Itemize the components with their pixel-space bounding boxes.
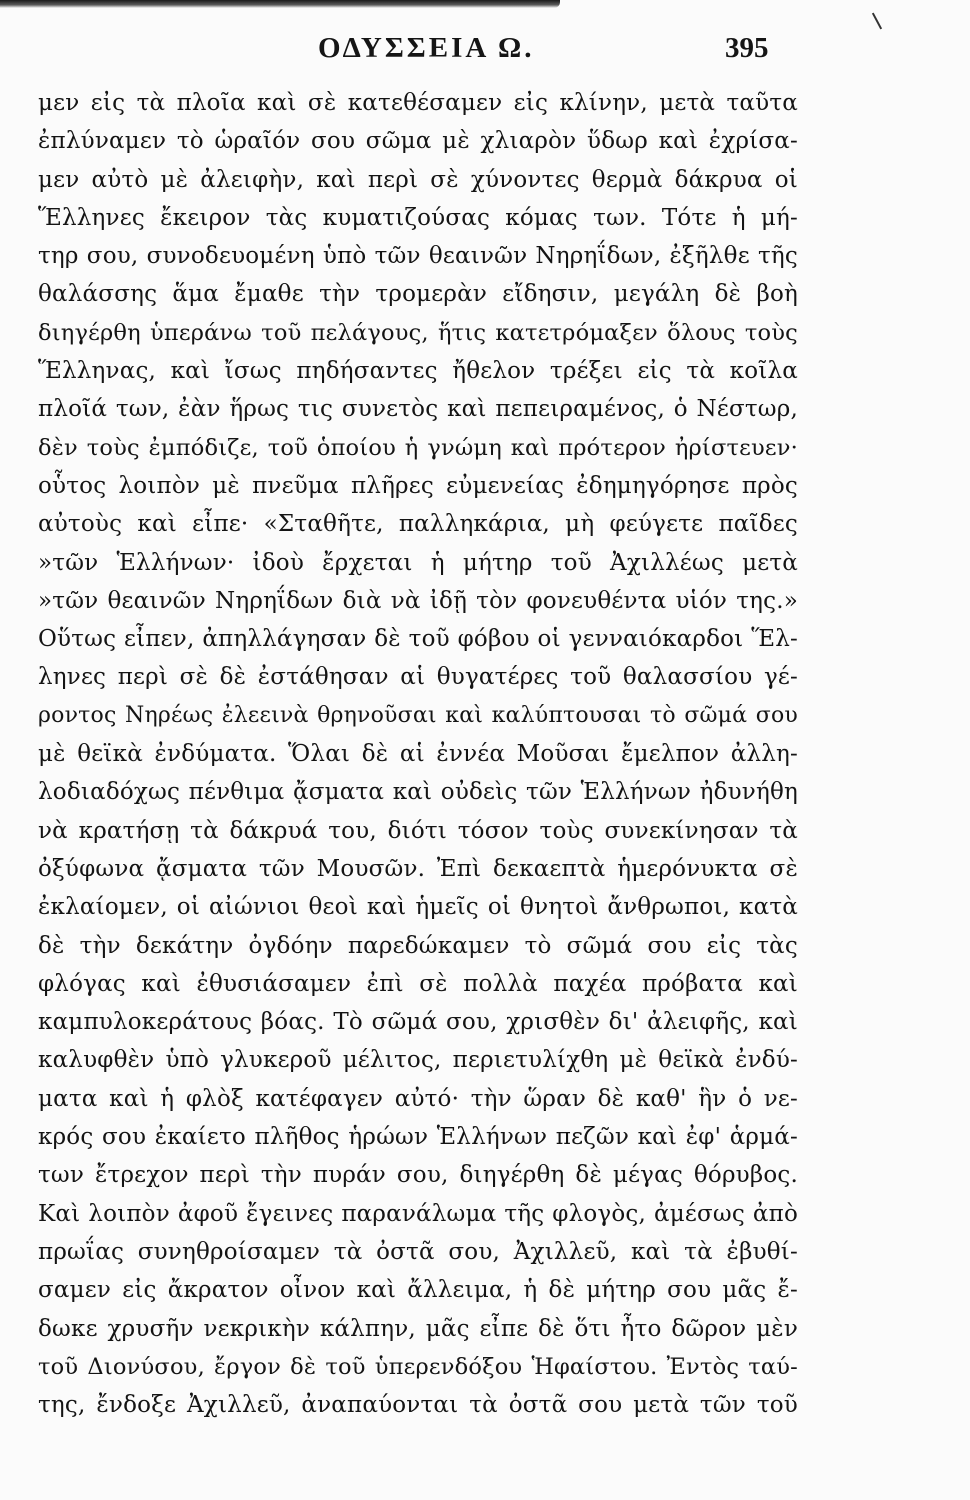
text-line: Ἕλληνας, καὶ ἴσως πηδήσαντες ἤθελον τρέξει εἰς τὰ κοῖλα bbox=[38, 358, 798, 385]
page-top-edge-shadow bbox=[0, 0, 560, 8]
text-line: καλυφθὲν ὑπὸ γλυκεροῦ μέλιτος, περιετυλίχθη μὲ θεϊκὰ ἐνδύ- bbox=[38, 1047, 798, 1074]
text-line: της, ἔνδοξε Ἀχιλλεῦ, ἀναπαύονται τὰ ὀστᾶ σου μετὰ τῶν τοῦ bbox=[38, 1392, 798, 1419]
text-line: ἐκλαίομεν, οἱ αἰώνιοι θεοὶ καὶ ἡμεῖς οἱ θνητοὶ ἄνθρωποι, κατὰ bbox=[38, 894, 798, 921]
text-line: δωκε χρυσῆν νεκρικὴν κάλπην, μᾶς εἶπε δὲ ὅτι ἦτο δῶρον μὲν bbox=[38, 1315, 798, 1342]
text-line: »τῶν θεαινῶν Νηρηΐδων διὰ νὰ ἰδῇ τὸν φονευθέντα υἱόν της.» bbox=[38, 587, 798, 614]
text-line: θαλάσσης ἅμα ἔμαθε τὴν τρομερὰν εἴδησιν, μεγάλη δὲ βοὴ bbox=[38, 281, 798, 308]
text-line: οὗτος λοιπὸν μὲ πνεῦμα πλῆρες εὐμενείας ἐδημηγόρησε πρὸς bbox=[38, 472, 798, 499]
text-line: Καὶ λοιπὸν ἀφοῦ ἔγεινες παρανάλωμα τῆς φλογὸς, ἀμέσως ἀπὸ bbox=[38, 1200, 798, 1227]
text-line: καμπυλοκεράτους βόας. Τὸ σῶμά σου, χρισθὲν δι' ἀλειφῆς, καὶ bbox=[38, 1009, 798, 1036]
text-line: μεν αὐτὸ μὲ ἀλειφὴν, καὶ περὶ σὲ χύνοντες θερμὰ δάκρυα οἱ bbox=[38, 166, 798, 193]
text-line: Οὕτως εἶπεν, ἀπηλλάγησαν δὲ τοῦ φόβου οἱ γενναιόκαρδοι Ἕλ- bbox=[38, 626, 798, 653]
text-line: νὰ κρατήσῃ τὰ δάκρυά του, διότι τόσον τοὺς συνεκίνησαν τὰ bbox=[38, 817, 798, 844]
text-line: ὀξύφωνα ᾄσματα τῶν Μουσῶν. Ἐπὶ δεκαεπτὰ ἡμερόνυκτα σὲ bbox=[38, 855, 798, 882]
page-number: 395 bbox=[725, 32, 769, 64]
text-line: κρός σου ἐκαίετο πλῆθος ἡρώων Ἑλλήνων πεζῶν καὶ ἐφ' ἁρμά- bbox=[38, 1124, 798, 1151]
text-line: ἐπλύναμεν τὸ ὡραῖόν σου σῶμα μὲ χλιαρὸν ὕδωρ καὶ ἐχρίσα- bbox=[38, 128, 798, 155]
text-line: δὲν τοὺς ἐμπόδιζε, τοῦ ὁποίου ἡ γνώμη καὶ πρότερον ἠρίστευεν· bbox=[38, 434, 798, 461]
page-corner-mark bbox=[872, 13, 882, 30]
body-text bbox=[38, 84, 798, 1424]
text-line: των ἔτρεχον περὶ τὴν πυράν σου, διηγέρθη δὲ μέγας θόρυβος. bbox=[38, 1162, 798, 1189]
text-line: »τῶν Ἑλλήνων· ἰδοὺ ἔρχεται ἡ μήτηρ τοῦ Ἀχιλλέως μετὰ bbox=[38, 549, 798, 576]
text-line: πρωΐας συνηθροίσαμεν τὰ ὀστᾶ σου, Ἀχιλλεῦ, καὶ τὰ ἐβυθί- bbox=[38, 1238, 798, 1265]
text-line: αὐτοὺς καὶ εἶπε· «Σταθῆτε, παλληκάρια, μὴ φεύγετε παῖδες bbox=[38, 511, 798, 538]
text-line: πλοῖά των, ἐὰν ἥρως τις συνετὸς καὶ πεπειραμένος, ὁ Νέστωρ, bbox=[38, 396, 798, 423]
text-line: μεν εἰς τὰ πλοῖα καὶ σὲ κατεθέσαμεν εἰς κλίνην, μετὰ ταῦτα bbox=[38, 90, 798, 116]
text-line: τοῦ Διονύσου, ἔργον δὲ τοῦ ὑπερενδόξου Ἡφαίστου. Ἐντὸς ταύ- bbox=[38, 1353, 798, 1380]
text-line: ματα καὶ ἡ φλὸξ κατέφαγεν αὐτό· τὴν ὥραν δὲ καθ' ἣν ὁ νε- bbox=[38, 1085, 798, 1112]
running-title: ΟΔΥΣΣΕΙΑ Ω. bbox=[318, 32, 535, 64]
text-line: διηγέρθη ὑπεράνω τοῦ πελάγους, ἥτις κατετρόμαξεν ὅλους τοὺς bbox=[38, 319, 798, 346]
running-head bbox=[0, 30, 970, 66]
text-line: σαμεν εἰς ἄκρατον οἶνον καὶ ἄλλειμα, ἡ δὲ μήτηρ σου μᾶς ἔ- bbox=[38, 1277, 798, 1304]
text-line: Ἕλληνες ἔκειρον τὰς κυματιζούσας κόμας των. Τότε ἡ μή- bbox=[38, 204, 798, 231]
text-line: μὲ θεϊκὰ ἐνδύματα. Ὅλαι δὲ αἱ ἐννέα Μοῦσαι ἔμελπον ἀλλη- bbox=[38, 741, 798, 768]
text-line: φλόγας καὶ ἐθυσιάσαμεν ἐπὶ σὲ πολλὰ παχέα πρόβατα καὶ bbox=[38, 970, 798, 997]
text-line: ροντος Νηρέως ἐλεεινὰ θρηνοῦσαι καὶ καλύπτουσαι τὸ σῶμά σου bbox=[38, 702, 798, 728]
text-line: δὲ τὴν δεκάτην ὀγδόην παρεδώκαμεν τὸ σῶμά σου εἰς τὰς bbox=[38, 932, 798, 959]
text-line: ληνες περὶ σὲ δὲ ἐστάθησαν αἱ θυγατέρες τοῦ θαλασσίου γέ- bbox=[38, 664, 798, 691]
text-line: τηρ σου, συνοδευομένη ὑπὸ τῶν θεαινῶν Νηρηΐδων, ἐξῆλθε τῆς bbox=[38, 243, 798, 270]
text-line: λοδιαδόχως πένθιμα ᾄσματα καὶ οὐδεὶς τῶν Ἑλλήνων ἠδυνήθη bbox=[38, 779, 798, 806]
